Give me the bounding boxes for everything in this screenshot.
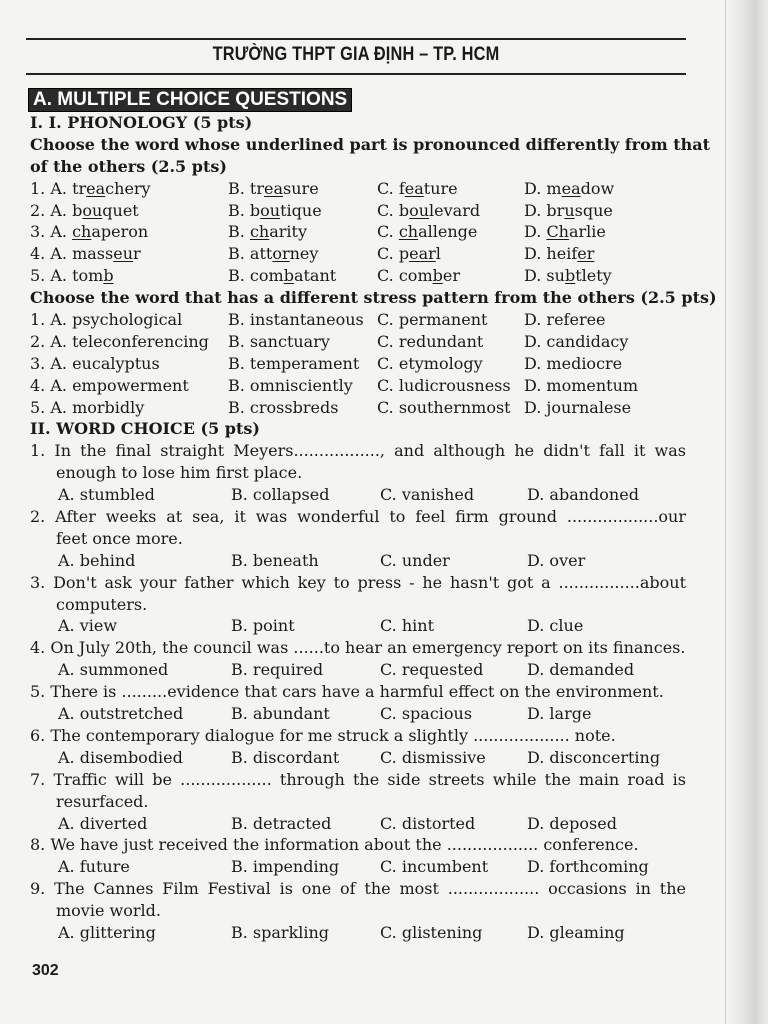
underlined-part: eu — [113, 244, 133, 264]
question-text: 1. In the final straight Meyers................., and although he didn't fall it was — [30, 441, 686, 461]
answer-option: C. under — [380, 550, 450, 570]
answer-option: C. spacious — [380, 704, 473, 724]
answer-option: A. disembodied — [58, 747, 183, 767]
pronunciation-item — [30, 178, 690, 200]
question-text: 8. We have just received the information about the .................. conference. — [30, 835, 639, 855]
option-word: D. heifer — [524, 244, 595, 264]
option-word: B. boutique — [228, 200, 322, 220]
option-word: B. attorney — [228, 244, 319, 264]
underlined-part: er — [577, 244, 595, 264]
underlined-part: ch — [249, 222, 270, 242]
underlined-part: b — [432, 266, 443, 286]
question-text-cont: feet once more. — [56, 528, 183, 548]
header-bottom-rule — [26, 73, 686, 75]
option-word: C. etymology — [377, 353, 483, 373]
answer-option: B. impending — [231, 857, 340, 877]
option-word: B. crossbreds — [228, 397, 339, 417]
underlined-part: u — [564, 200, 575, 220]
answer-option: D. abandoned — [527, 485, 639, 505]
underlined-part: ea — [561, 178, 581, 198]
option-word: 1. A. treachery — [30, 178, 151, 198]
pronunciation-item — [30, 221, 690, 243]
school-header: TRƯỜNG THPT GIA ĐỊNH – TP. HCM — [212, 44, 500, 65]
answer-option: A. view — [58, 616, 118, 636]
answer-option: C. requested — [380, 660, 484, 680]
underlined-part: ear — [409, 244, 436, 264]
answer-options — [30, 703, 690, 725]
answer-option: B. collapsed — [231, 485, 330, 505]
answer-option: D. gleaming — [527, 922, 625, 942]
option-word: 3. A. eucalyptus — [30, 353, 160, 373]
option-word: 4. A. empowerment — [30, 375, 189, 395]
header-top-rule — [26, 38, 686, 40]
answer-options — [30, 615, 690, 637]
option-word: B. omnisciently — [228, 375, 353, 395]
answer-option: D. forthcoming — [527, 857, 649, 877]
underlined-part: b — [103, 266, 114, 286]
pronunciation-instruction: Choose the word whose underlined part is pronounced differently from that — [30, 134, 711, 154]
underlined-part: ea — [86, 178, 106, 198]
answer-option: C. dismissive — [380, 747, 486, 767]
phonology-heading: I. I. PHONOLOGY (5 pts) — [30, 113, 253, 132]
underlined-part: b — [564, 266, 576, 286]
underlined-part: Ch — [546, 222, 569, 242]
option-word: D. subtlety — [524, 266, 612, 286]
option-word: C. ludicrousness — [377, 375, 511, 395]
answer-options — [30, 922, 690, 944]
answer-option: A. future — [58, 857, 130, 877]
underlined-part: ea — [264, 178, 284, 198]
option-word: D. meadow — [524, 178, 615, 198]
option-word: C. pearl — [377, 244, 441, 264]
option-word: D. referee — [524, 310, 606, 330]
section-a-banner: A. MULTIPLE CHOICE QUESTIONS — [28, 88, 352, 112]
answer-option: A. behind — [58, 550, 136, 570]
question-text: 6. The contemporary dialogue for me struck a slightly ................... note. — [30, 725, 616, 745]
answer-option: B. beneath — [231, 550, 319, 570]
answer-options — [30, 856, 690, 878]
answer-option: B. sparkling — [231, 922, 330, 942]
stress-item — [30, 353, 690, 375]
word-choice-heading: II. WORD CHOICE (5 pts) — [30, 419, 260, 439]
option-word: C. feature — [377, 178, 458, 198]
answer-option: B. abundant — [231, 704, 330, 724]
underlined-part: ea — [404, 178, 424, 198]
answer-options — [30, 550, 690, 572]
stress-item — [30, 397, 690, 419]
option-word: D. journalese — [524, 397, 632, 417]
option-word: B. treasure — [228, 178, 319, 198]
question-text: 2. After weeks at sea, it was wonderful to feel firm ground ..................our — [30, 507, 686, 527]
answer-option: D. demanded — [527, 660, 635, 680]
underlined-part: ch — [72, 222, 92, 242]
option-word: B. charity — [228, 222, 307, 242]
answer-options — [30, 747, 690, 769]
option-word: D. momentum — [524, 375, 639, 395]
question-text: 3. Don't ask your father which key to press - he hasn't got a ................about — [30, 572, 686, 592]
answer-option: C. glistening — [380, 922, 483, 942]
option-word: 3. A. chaperon — [30, 222, 149, 242]
answer-option: B. detracted — [231, 813, 332, 833]
option-word: B. temperament — [228, 353, 360, 373]
question-text-cont: enough to lose him first place. — [56, 463, 303, 483]
question-text: 4. On July 20th, the council was ......to hear an emergency report on its finances. — [30, 638, 686, 658]
option-word: C. permanent — [377, 310, 488, 330]
option-word: D. mediocre — [524, 353, 623, 373]
answer-options — [30, 484, 690, 506]
answer-option: C. hint — [380, 616, 434, 636]
stress-instruction: Choose the word that has a different stress pattern from the others (2.5 pts) — [30, 288, 717, 308]
question-text: 5. There is .........evidence that cars have a harmful effect on the environment. — [30, 682, 664, 702]
answer-option: D. clue — [527, 616, 584, 636]
option-word: D. candidacy — [524, 331, 629, 351]
option-word: C. comber — [377, 266, 460, 286]
answer-option: A. outstretched — [58, 704, 184, 724]
answer-option: B. discordant — [231, 747, 340, 767]
question-text-cont: computers. — [56, 594, 148, 614]
option-word: 5. A. morbidly — [30, 397, 145, 417]
document-body — [30, 112, 717, 944]
option-word: C. southernmost — [377, 397, 511, 417]
pronunciation-item — [30, 200, 690, 222]
pronunciation-item — [30, 265, 690, 287]
option-word: 1. A. psychological — [30, 310, 183, 330]
stress-list — [30, 309, 690, 418]
question-text-cont: movie world. — [56, 901, 161, 921]
answer-option: B. required — [231, 660, 324, 680]
answer-option: C. vanished — [380, 485, 475, 505]
option-word: 2. A. bouquet — [30, 200, 139, 220]
underlined-part: or — [272, 244, 290, 264]
answer-options — [30, 813, 690, 835]
option-word: B. combatant — [228, 266, 337, 286]
answer-option: B. point — [231, 616, 295, 636]
option-word: C. challenge — [377, 222, 478, 242]
option-word: 4. A. masseur — [30, 244, 141, 264]
underlined-part: ou — [82, 200, 103, 220]
option-word: D. Charlie — [524, 222, 606, 242]
answer-option: A. glittering — [58, 922, 156, 942]
answer-option: A. summoned — [58, 660, 169, 680]
stress-item — [30, 375, 690, 397]
page-number: 302 — [32, 962, 59, 979]
option-word: 5. A. tomb — [30, 266, 114, 286]
option-word: C. boulevard — [377, 200, 481, 220]
underlined-part: ou — [260, 200, 281, 220]
question-text: 7. Traffic will be .................. through the side streets while the main road is — [30, 769, 686, 789]
answer-option: D. disconcerting — [527, 747, 661, 767]
answer-option: C. distorted — [380, 813, 476, 833]
answer-option: A. stumbled — [58, 485, 155, 505]
option-word: B. instantaneous — [228, 310, 364, 330]
pronunciation-item — [30, 243, 690, 265]
option-word: C. redundant — [377, 331, 484, 351]
question-text: 9. The Cannes Film Festival is one of the most .................. occasions in the — [30, 879, 686, 899]
stress-item — [30, 331, 690, 353]
pronunciation-instruction-cont: of the others (2.5 pts) — [30, 156, 227, 176]
answer-option: D. large — [527, 704, 592, 724]
question-text-cont: resurfaced. — [56, 791, 149, 811]
underlined-part: b — [283, 266, 294, 286]
option-word: 2. A. teleconferencing — [30, 331, 209, 351]
option-word: D. brusque — [524, 200, 613, 220]
answer-options — [30, 659, 690, 681]
stress-item — [30, 309, 690, 331]
underlined-part: ou — [409, 200, 430, 220]
answer-option: D. over — [527, 550, 586, 570]
book-spine — [725, 0, 768, 1024]
pronunciation-list — [30, 178, 690, 287]
underlined-part: ch — [398, 222, 419, 242]
answer-option: D. deposed — [527, 813, 617, 833]
option-word: B. sanctuary — [228, 331, 330, 351]
answer-option: A. diverted — [58, 813, 148, 833]
answer-option: C. incumbent — [380, 857, 489, 877]
word-choice-list — [30, 440, 690, 943]
